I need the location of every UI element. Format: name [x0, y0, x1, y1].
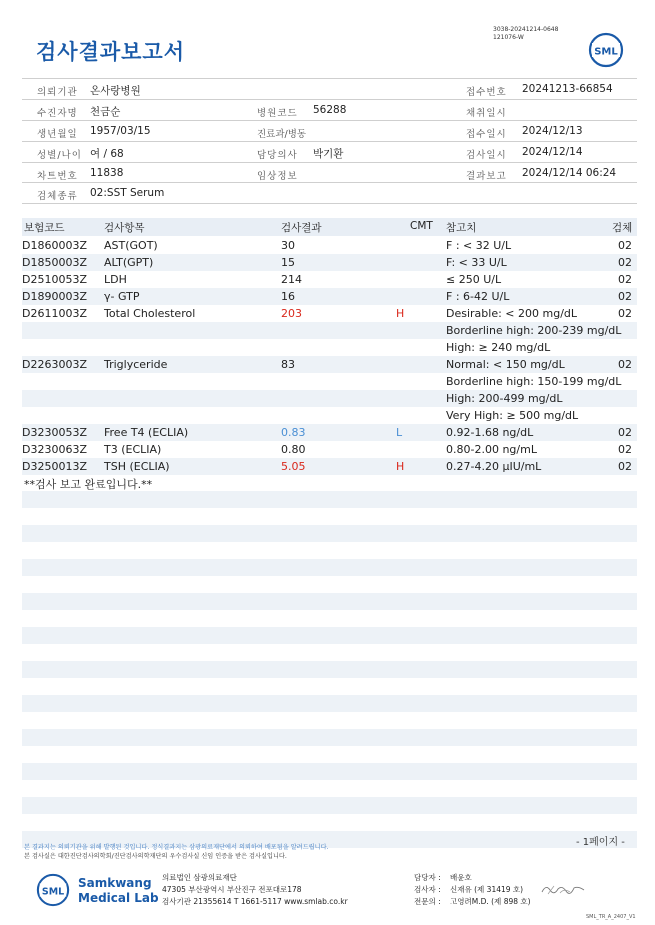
row-reference: F: < 33 U/L — [446, 256, 507, 269]
row-specimen: 02 — [618, 239, 632, 252]
row-specimen: 02 — [618, 358, 632, 371]
row-result: 203 — [281, 307, 302, 320]
row-reference: 0.27-4.20 μIU/mL — [446, 460, 542, 473]
empty-band — [22, 729, 637, 746]
empty-band — [22, 627, 637, 644]
col-specimen: 검체 — [612, 222, 633, 234]
empty-band — [22, 593, 637, 610]
col-reference: 참고치 — [446, 222, 477, 234]
sml-logo-icon — [588, 32, 624, 68]
row-flag: H — [396, 460, 405, 473]
receipt-no-label: 접수번호 — [466, 87, 507, 98]
form-code: SML_TR_A_2407_V1 — [586, 914, 636, 920]
row-reference: 0.92-1.68 ng/dL — [446, 426, 534, 439]
row-reference: ≤ 250 U/L — [446, 273, 502, 286]
row-reference: High: ≥ 240 mg/dL — [446, 341, 551, 354]
sex-age-label: 성별/나이 — [37, 150, 82, 161]
foundation-address: 47305 부산광역시 부산진구 전포대로178 — [162, 885, 302, 894]
empty-band — [22, 491, 637, 508]
row-flag: H — [396, 307, 405, 320]
receipt-date-value: 2024/12/13 — [522, 125, 583, 137]
row-reference: Borderline high: 200-239 mg/dL — [446, 324, 622, 337]
row-flag: L — [396, 426, 403, 439]
test-date-value: 2024/12/14 — [522, 146, 583, 158]
specimen-type-label: 검체종류 — [37, 191, 78, 202]
patient-label: 수진자명 — [37, 108, 78, 119]
receipt-no-value: 20241213-66854 — [522, 83, 613, 95]
document-code-line2: 121076-W — [493, 34, 524, 41]
sml-footer-logo-icon — [36, 873, 70, 907]
row-result: 83 — [281, 358, 295, 371]
row-reference: 0.80-2.00 ng/mL — [446, 443, 537, 456]
col-test-item: 검사항목 — [104, 222, 145, 234]
row-item: LDH — [104, 273, 127, 286]
staff-label: 담당자 : — [414, 873, 441, 882]
signature-icon — [540, 880, 588, 898]
header-divider — [22, 78, 637, 79]
header-divider — [22, 120, 637, 121]
row-reference: High: 200-499 mg/dL — [446, 392, 563, 405]
row-item: T3 (ECLIA) — [104, 443, 162, 456]
patient-value: 천금순 — [90, 106, 121, 118]
row-reference: F : 6-42 U/L — [446, 290, 510, 303]
footer-notice-2: 본 검사실은 대한진단검사의학회/진단검사의학재단의 우수검사실 신임 인증을 받은 검사실입니다. — [24, 853, 287, 860]
empty-band — [22, 763, 637, 780]
brand-name-line2: Medical Lab — [78, 891, 159, 905]
institution-label: 의뢰기관 — [37, 87, 78, 98]
report-date-value: 2024/12/14 06:24 — [522, 167, 617, 179]
col-insurance-code: 보험코드 — [24, 222, 65, 234]
completion-note: **검사 보고 완료입니다.** — [24, 478, 153, 491]
row-code: D2510053Z — [22, 273, 87, 286]
row-code: D1860003Z — [22, 239, 87, 252]
row-item: ALT(GPT) — [104, 256, 154, 269]
sml-logo-text: SML — [594, 46, 618, 58]
header-divider — [22, 182, 637, 183]
foundation-contact: 검사기관 21355614 T 1661-5117 www.smlab.co.kr — [162, 897, 348, 906]
collect-date-label: 채취일시 — [466, 108, 507, 119]
specimen-type-value: 02:SST Serum — [90, 187, 165, 199]
row-reference: Borderline high: 150-199 mg/dL — [446, 375, 622, 388]
report-title: 검사결과보고서 — [36, 40, 186, 64]
document-code — [493, 26, 558, 42]
chart-no-value: 11838 — [90, 167, 124, 179]
row-reference: Normal: < 150 mg/dL — [446, 358, 565, 371]
row-code: D1850003Z — [22, 256, 87, 269]
brand-name-line1: Samkwang — [78, 876, 152, 890]
sex-age-value: 여 / 68 — [90, 148, 124, 160]
document-code-line1: 3038-20241214-0648 — [493, 26, 559, 33]
doctor-value: 박기환 — [313, 148, 344, 160]
empty-band — [22, 525, 637, 542]
row-specimen: 02 — [618, 290, 632, 303]
row-result: 15 — [281, 256, 295, 269]
row-item: Triglyceride — [104, 358, 168, 371]
row-reference: F : < 32 U/L — [446, 239, 512, 252]
specialist-label: 전문의 : — [414, 897, 441, 906]
row-item: γ- GTP — [104, 290, 140, 303]
col-result: 검사결과 — [281, 222, 322, 234]
row-code: D1890003Z — [22, 290, 87, 303]
birth-value: 1957/03/15 — [90, 125, 151, 137]
row-item: TSH (ECLIA) — [104, 460, 170, 473]
test-date-label: 검사일시 — [466, 150, 507, 161]
row-item: Free T4 (ECLIA) — [104, 426, 189, 439]
header-divider — [22, 162, 637, 163]
row-result: 0.83 — [281, 426, 306, 439]
hospital-code-label: 병원코드 — [257, 108, 298, 119]
empty-band — [22, 559, 637, 576]
row-code: D3230053Z — [22, 426, 87, 439]
clinical-info-label: 임상정보 — [257, 171, 298, 182]
department-label: 진료과/병동 — [257, 129, 307, 140]
report-date-label: 결과보고 — [466, 171, 507, 182]
specialist-name: 고영려M.D. (제 898 호) — [450, 897, 531, 906]
chart-no-label: 차트번호 — [37, 171, 78, 182]
row-specimen: 02 — [618, 273, 632, 286]
row-result: 30 — [281, 239, 295, 252]
row-result: 5.05 — [281, 460, 306, 473]
row-specimen: 02 — [618, 426, 632, 439]
empty-band — [22, 695, 637, 712]
empty-band — [22, 661, 637, 678]
institution-value: 온사랑병원 — [90, 85, 141, 97]
row-result: 0.80 — [281, 443, 306, 456]
row-result: 214 — [281, 273, 302, 286]
col-cmt: CMT — [410, 220, 433, 232]
row-item: AST(GOT) — [104, 239, 158, 252]
sml-footer-logo-text: SML — [41, 886, 65, 898]
row-result: 16 — [281, 290, 295, 303]
doctor-label: 담당의사 — [257, 150, 298, 161]
row-reference: Very High: ≥ 500 mg/dL — [446, 409, 579, 422]
tester-label: 검사자 : — [414, 885, 441, 894]
row-code: D3230063Z — [22, 443, 87, 456]
row-specimen: 02 — [618, 256, 632, 269]
row-code: D2611003Z — [22, 307, 87, 320]
row-specimen: 02 — [618, 460, 632, 473]
row-specimen: 02 — [618, 443, 632, 456]
row-code: D3250013Z — [22, 460, 87, 473]
birth-label: 생년월일 — [37, 129, 78, 140]
staff-name: 배윤호 — [450, 873, 472, 882]
page-indicator: - 1페이지 - — [576, 837, 625, 848]
empty-band — [22, 797, 637, 814]
header-divider — [22, 203, 637, 204]
row-reference: Desirable: < 200 mg/dL — [446, 307, 578, 320]
hospital-code-value: 56288 — [313, 104, 347, 116]
row-item: Total Cholesterol — [104, 307, 196, 320]
row-specimen: 02 — [618, 307, 632, 320]
header-divider — [22, 99, 637, 100]
header-divider — [22, 141, 637, 142]
foundation-name: 의료법인 삼광의료재단 — [162, 873, 237, 882]
receipt-date-label: 접수일시 — [466, 129, 507, 140]
tester-name: 신재유 (제 31419 호) — [450, 885, 524, 894]
row-code: D2263003Z — [22, 358, 87, 371]
footer-notice-1: 본 결과지는 의뢰기관을 위해 발행된 것입니다. 정식결과지는 삼광의료재단에서 의뢰하여 배포됨을 알려드립니다. — [24, 844, 329, 851]
